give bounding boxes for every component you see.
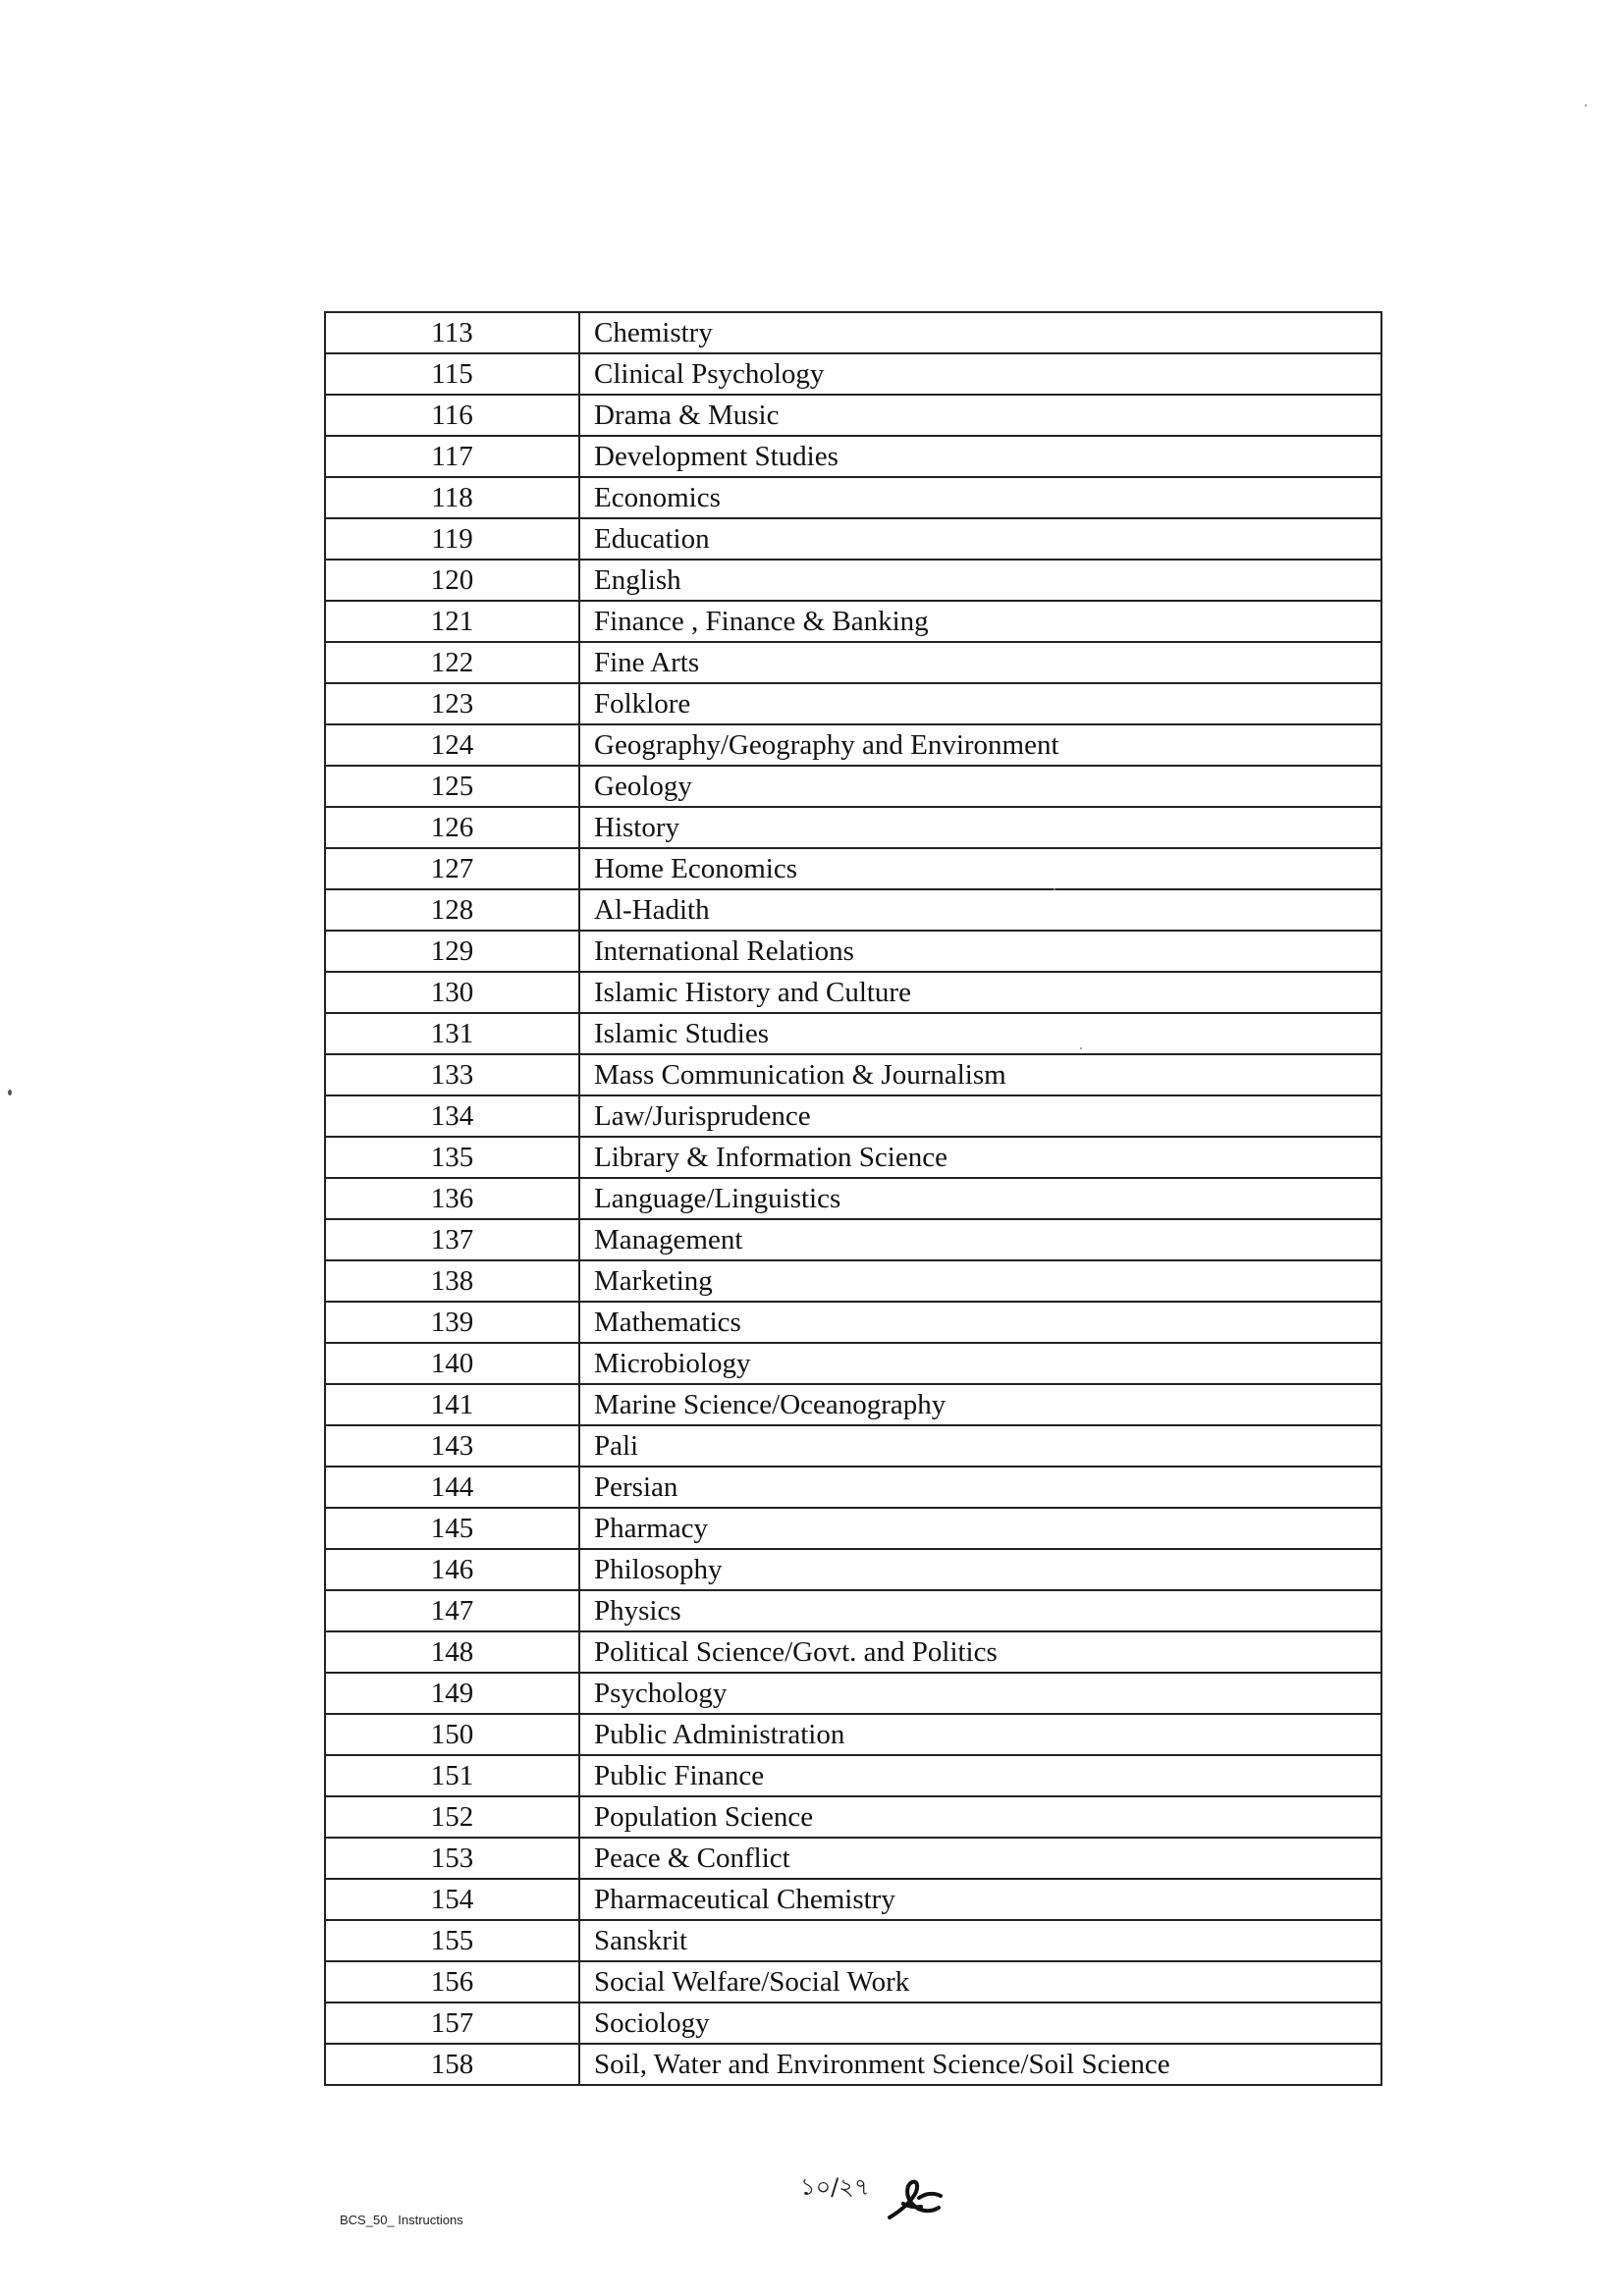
scan-speck (8, 1090, 12, 1095)
subject-code: 156 (325, 1961, 579, 2002)
table-row (325, 1260, 1381, 1302)
table-row (325, 1013, 1381, 1054)
subject-code: 131 (325, 1013, 579, 1054)
scan-speck (1585, 104, 1587, 107)
subject-name: Folklore (579, 683, 1381, 724)
table-row (325, 931, 1381, 972)
subject-name: Mathematics (579, 1302, 1381, 1343)
footer-page-number: ১০/২৭ (800, 2173, 870, 2201)
subject-name: Political Science/Govt. and Politics (579, 1631, 1381, 1673)
table-row (325, 1714, 1381, 1755)
subject-name: Economics (579, 477, 1381, 518)
subject-code: 113 (325, 312, 579, 353)
subject-code: 127 (325, 848, 579, 889)
subject-code: 122 (325, 642, 579, 683)
subject-code: 123 (325, 683, 579, 724)
subject-code: 134 (325, 1095, 579, 1137)
table-row (325, 1178, 1381, 1219)
table-row (325, 724, 1381, 766)
subject-name: Public Administration (579, 1714, 1381, 1755)
signature-icon (886, 2174, 945, 2225)
table-row (325, 1879, 1381, 1920)
subject-name: Geography/Geography and Environment (579, 724, 1381, 766)
table-row (325, 518, 1381, 560)
subject-code: 136 (325, 1178, 579, 1219)
subject-code: 137 (325, 1219, 579, 1260)
table-row (325, 436, 1381, 477)
subject-name: Peace & Conflict (579, 1838, 1381, 1879)
subject-name: Geology (579, 766, 1381, 807)
table-row (325, 1508, 1381, 1549)
subject-code: 155 (325, 1920, 579, 1961)
table-row (325, 2002, 1381, 2044)
subject-code: 149 (325, 1673, 579, 1714)
subject-code: 116 (325, 395, 579, 436)
subject-code: 130 (325, 972, 579, 1013)
table-row (325, 1961, 1381, 2002)
subject-code: 154 (325, 1879, 579, 1920)
subject-name: Education (579, 518, 1381, 560)
table-row (325, 1590, 1381, 1631)
subject-name: Marine Science/Oceanography (579, 1384, 1381, 1425)
scan-speck (1054, 888, 1055, 890)
subject-code: 146 (325, 1549, 579, 1590)
subject-name: Pharmacy (579, 1508, 1381, 1549)
subject-code: 121 (325, 601, 579, 642)
table-row (325, 1343, 1381, 1384)
subject-name: Finance , Finance & Banking (579, 601, 1381, 642)
subject-name: English (579, 560, 1381, 601)
subject-code: 157 (325, 2002, 579, 2044)
table-row (325, 477, 1381, 518)
subject-code: 150 (325, 1714, 579, 1755)
subject-name: Drama & Music (579, 395, 1381, 436)
subject-name: Marketing (579, 1260, 1381, 1302)
scan-speck (1080, 1047, 1082, 1049)
table-row (325, 889, 1381, 931)
subject-code: 141 (325, 1384, 579, 1425)
subject-name: Sociology (579, 2002, 1381, 2044)
subject-code: 124 (325, 724, 579, 766)
subject-name: Soil, Water and Environment Science/Soil Science (579, 2044, 1381, 2085)
table-row (325, 2044, 1381, 2085)
subject-code: 138 (325, 1260, 579, 1302)
subject-code: 151 (325, 1755, 579, 1796)
subject-code: 140 (325, 1343, 579, 1384)
subject-code: 129 (325, 931, 579, 972)
subject-code: 148 (325, 1631, 579, 1673)
footer-file-label: BCS_50_ Instructions (340, 2213, 463, 2227)
table-row (325, 1673, 1381, 1714)
table-row (325, 1549, 1381, 1590)
subject-code: 118 (325, 477, 579, 518)
table-row (325, 1920, 1381, 1961)
subject-code: 117 (325, 436, 579, 477)
subject-code: 126 (325, 807, 579, 848)
table-row (325, 1425, 1381, 1467)
subject-code-table (324, 311, 1382, 2086)
subject-code: 135 (325, 1137, 579, 1178)
subject-code: 144 (325, 1467, 579, 1508)
subject-code: 139 (325, 1302, 579, 1343)
table-row (325, 312, 1381, 353)
table-row (325, 560, 1381, 601)
subject-name: Physics (579, 1590, 1381, 1631)
subject-name: International Relations (579, 931, 1381, 972)
subject-name: Sanskrit (579, 1920, 1381, 1961)
subject-name: Islamic History and Culture (579, 972, 1381, 1013)
table-row (325, 683, 1381, 724)
subject-name: Psychology (579, 1673, 1381, 1714)
subject-code: 153 (325, 1838, 579, 1879)
table-row (325, 766, 1381, 807)
subject-name: Microbiology (579, 1343, 1381, 1384)
table-row (325, 1302, 1381, 1343)
table-row (325, 1631, 1381, 1673)
subject-code: 158 (325, 2044, 579, 2085)
subject-name: Al-Hadith (579, 889, 1381, 931)
subject-name: Public Finance (579, 1755, 1381, 1796)
table-row (325, 972, 1381, 1013)
table-row (325, 1054, 1381, 1095)
table-row (325, 1219, 1381, 1260)
subject-name: Social Welfare/Social Work (579, 1961, 1381, 2002)
table-row (325, 807, 1381, 848)
subject-code: 115 (325, 353, 579, 395)
table-row (325, 1838, 1381, 1879)
subject-name: Language/Linguistics (579, 1178, 1381, 1219)
subject-code: 125 (325, 766, 579, 807)
table-row (325, 1755, 1381, 1796)
subject-name: Philosophy (579, 1549, 1381, 1590)
table-row (325, 1137, 1381, 1178)
subject-code: 145 (325, 1508, 579, 1549)
table-row (325, 353, 1381, 395)
subject-code: 147 (325, 1590, 579, 1631)
table-row (325, 1384, 1381, 1425)
subject-name: Development Studies (579, 436, 1381, 477)
subject-code: 152 (325, 1796, 579, 1838)
subject-name: Population Science (579, 1796, 1381, 1838)
subject-name: Islamic Studies (579, 1013, 1381, 1054)
subject-name: Persian (579, 1467, 1381, 1508)
subject-name: Law/Jurisprudence (579, 1095, 1381, 1137)
subject-name: Fine Arts (579, 642, 1381, 683)
subject-code: 120 (325, 560, 579, 601)
subject-code: 119 (325, 518, 579, 560)
subject-name: History (579, 807, 1381, 848)
table-row (325, 1796, 1381, 1838)
table-row (325, 395, 1381, 436)
table-row (325, 1467, 1381, 1508)
subject-name: Chemistry (579, 312, 1381, 353)
table-row (325, 848, 1381, 889)
subject-name: Pharmaceutical Chemistry (579, 1879, 1381, 1920)
subject-code: 143 (325, 1425, 579, 1467)
subject-name: Management (579, 1219, 1381, 1260)
subject-name: Home Economics (579, 848, 1381, 889)
table-row (325, 642, 1381, 683)
subject-name: Pali (579, 1425, 1381, 1467)
subject-code: 133 (325, 1054, 579, 1095)
subject-name: Clinical Psychology (579, 353, 1381, 395)
subject-name: Library & Information Science (579, 1137, 1381, 1178)
subject-code: 128 (325, 889, 579, 931)
table-row (325, 601, 1381, 642)
subject-name: Mass Communication & Journalism (579, 1054, 1381, 1095)
subject-table-body (325, 312, 1381, 2085)
table-row (325, 1095, 1381, 1137)
